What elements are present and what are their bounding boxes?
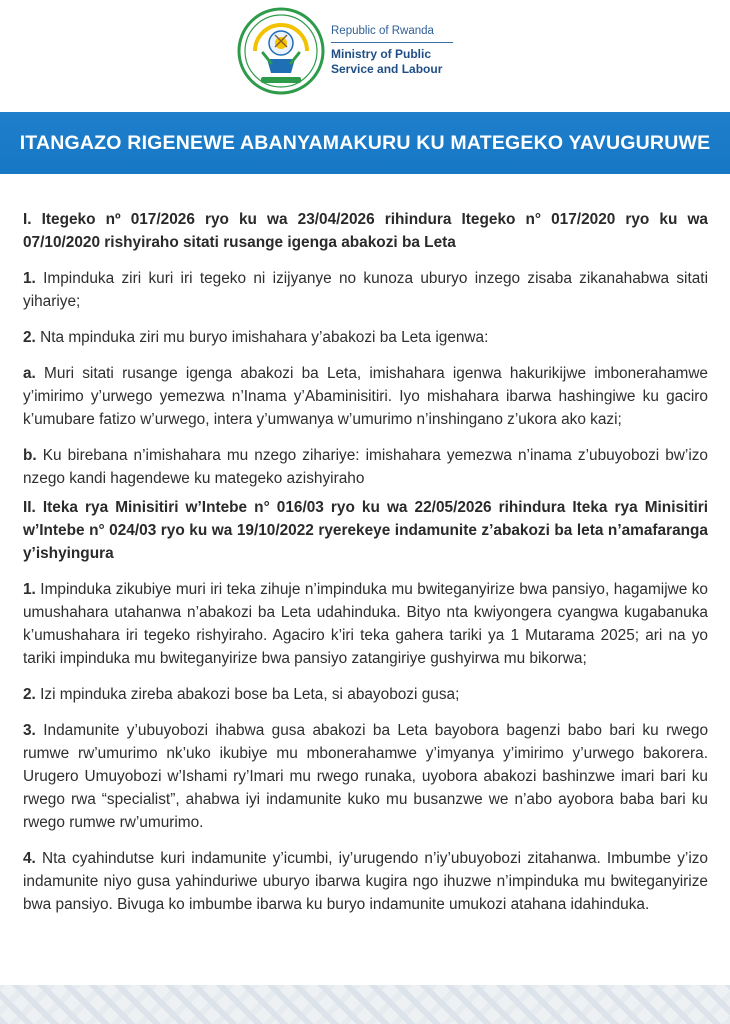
item-text: Nta mpinduka ziri mu buryo imishahara y’abakozi ba Leta igenwa:	[35, 329, 489, 346]
section-2-item-3	[23, 719, 708, 834]
item-number: 1.	[23, 270, 36, 287]
section-1-item-1	[23, 267, 708, 313]
document-body	[23, 208, 708, 929]
ministry-name-line1: Ministry of Public	[331, 47, 432, 61]
item-letter: b.	[23, 447, 37, 464]
footer-decorative-pattern	[0, 985, 730, 1024]
republic-label: Republic of Rwanda	[331, 24, 453, 43]
header	[0, 0, 730, 112]
section-2-item-1	[23, 578, 708, 670]
item-text: Izi mpinduka zireba abakozi bose ba Leta, si abayobozi gusa;	[35, 686, 460, 703]
item-number: 3.	[23, 722, 36, 739]
item-letter: a.	[23, 365, 36, 382]
banner-title: ITANGAZO RIGENEWE ABANYAMAKURU KU MATEGEKO YAVUGURUWE	[19, 131, 711, 154]
item-text: Indamunite y’ubuyobozi ihabwa gusa abakozi ba Leta bayobora bagenzi babo bari ku rwego rumwe rw’umurimo nk’uko ikubiye mu mbonerahamwe y’imyanya y’imirimo y’urwego bakorera. Urugero Umuyobozi w’Ishami ry’Imari mu rwego runaka, uyobora abakozi bashinzwe imari bari ku rwego rwa “specialist”, ahabwa iyi indamunite kuko mu busanzwe we n’abo ayobora baba bari ku rwego rumwe rw’umurimo.	[23, 722, 708, 831]
item-text: Muri sitati rusange igenga abakozi ba Leta, imishahara igenwa hakurikijwe imbonerahamwe y’imirimo y’urwego yemezwa n’Inama y’Abaminisitiri. Iyo mishahara ibarwa hashingiwe ku gaciro k’umubare fatizo w’urwego, intera y’umwanya w’umurimo n’inshingano z’ukora ako kazi;	[23, 365, 708, 428]
rwanda-coat-of-arms-icon	[237, 7, 325, 95]
item-number: 1.	[23, 581, 36, 598]
item-number: 2.	[23, 329, 36, 346]
item-text: Ku birebana n’imishahara mu nzego zihariye: imishahara yemezwa n’inama z’ubuyobozi bw’izo nzego kandi hagendewe ku mategeko azishyiraho	[23, 447, 708, 487]
section-2-item-4	[23, 847, 708, 916]
section-2-heading: II. Iteka rya Minisitiri w’Intebe n° 016/03 ryo ku wa 22/05/2026 rihindura Iteka rya Minisitiri w’Intebe n° 024/03 ryo ku wa 19/10/2022 ryerekeye indamunite z’abakozi ba leta n’amafaranga y’ishyingura	[23, 499, 708, 562]
item-text: Impinduka zikubiye muri iri teka zihuje n’impinduka mu bwiteganyirize bwa pansiyo, hagamijwe ko umushahara utahanwa n’abakozi ba Leta udahinduka. Bityo nta kwiyongera cyangwa kugabanuka k’umushahara iri tegeko rishyiraho. Agaciro k’iri teka gahera tariki ya 1 Mutarama 2025; ari na yo tariki impinduka mu bwiteganyirize bwa pansiyo zatangiriye gushyirwa mu bikorwa;	[23, 581, 708, 667]
title-banner	[0, 112, 730, 174]
section-1-item-a	[23, 362, 708, 431]
section-1-item-b	[23, 444, 708, 490]
section-1-item-2	[23, 326, 708, 349]
section-1-heading: I. Itegeko nº 017/2026 ryo ku wa 23/04/2026 rihindura Itegeko n° 017/2020 ryo ku wa 07/10/2020 rishyiraho sitati rusange igenga abakozi ba Leta	[23, 211, 708, 251]
ministry-name-line2: Service and Labour	[331, 62, 443, 76]
item-text: Nta cyahindutse kuri indamunite y’icumbi, iy’urugendo n’iy’ubuyobozi zitahanwa. Imbumbe y’izo indamunite niyo gusa yahinduriwe uburyo ibarwa kugira ngo ihuzwe n’impinduka mu bwiteganyirize bwa pansiyo. Bivuga ko imbumbe ibarwa ku buryo indamunite umukozi atahana idahinduka.	[23, 850, 708, 913]
item-number: 2.	[23, 686, 36, 703]
section-2-item-2	[23, 683, 708, 706]
item-number: 4.	[23, 850, 36, 867]
item-text: Impinduka ziri kuri iri tegeko ni izijyanye no kunoza uburyo inzego zisaba zikanahabwa sitati yihariye;	[23, 270, 708, 310]
ministry-logo-text	[331, 24, 471, 77]
